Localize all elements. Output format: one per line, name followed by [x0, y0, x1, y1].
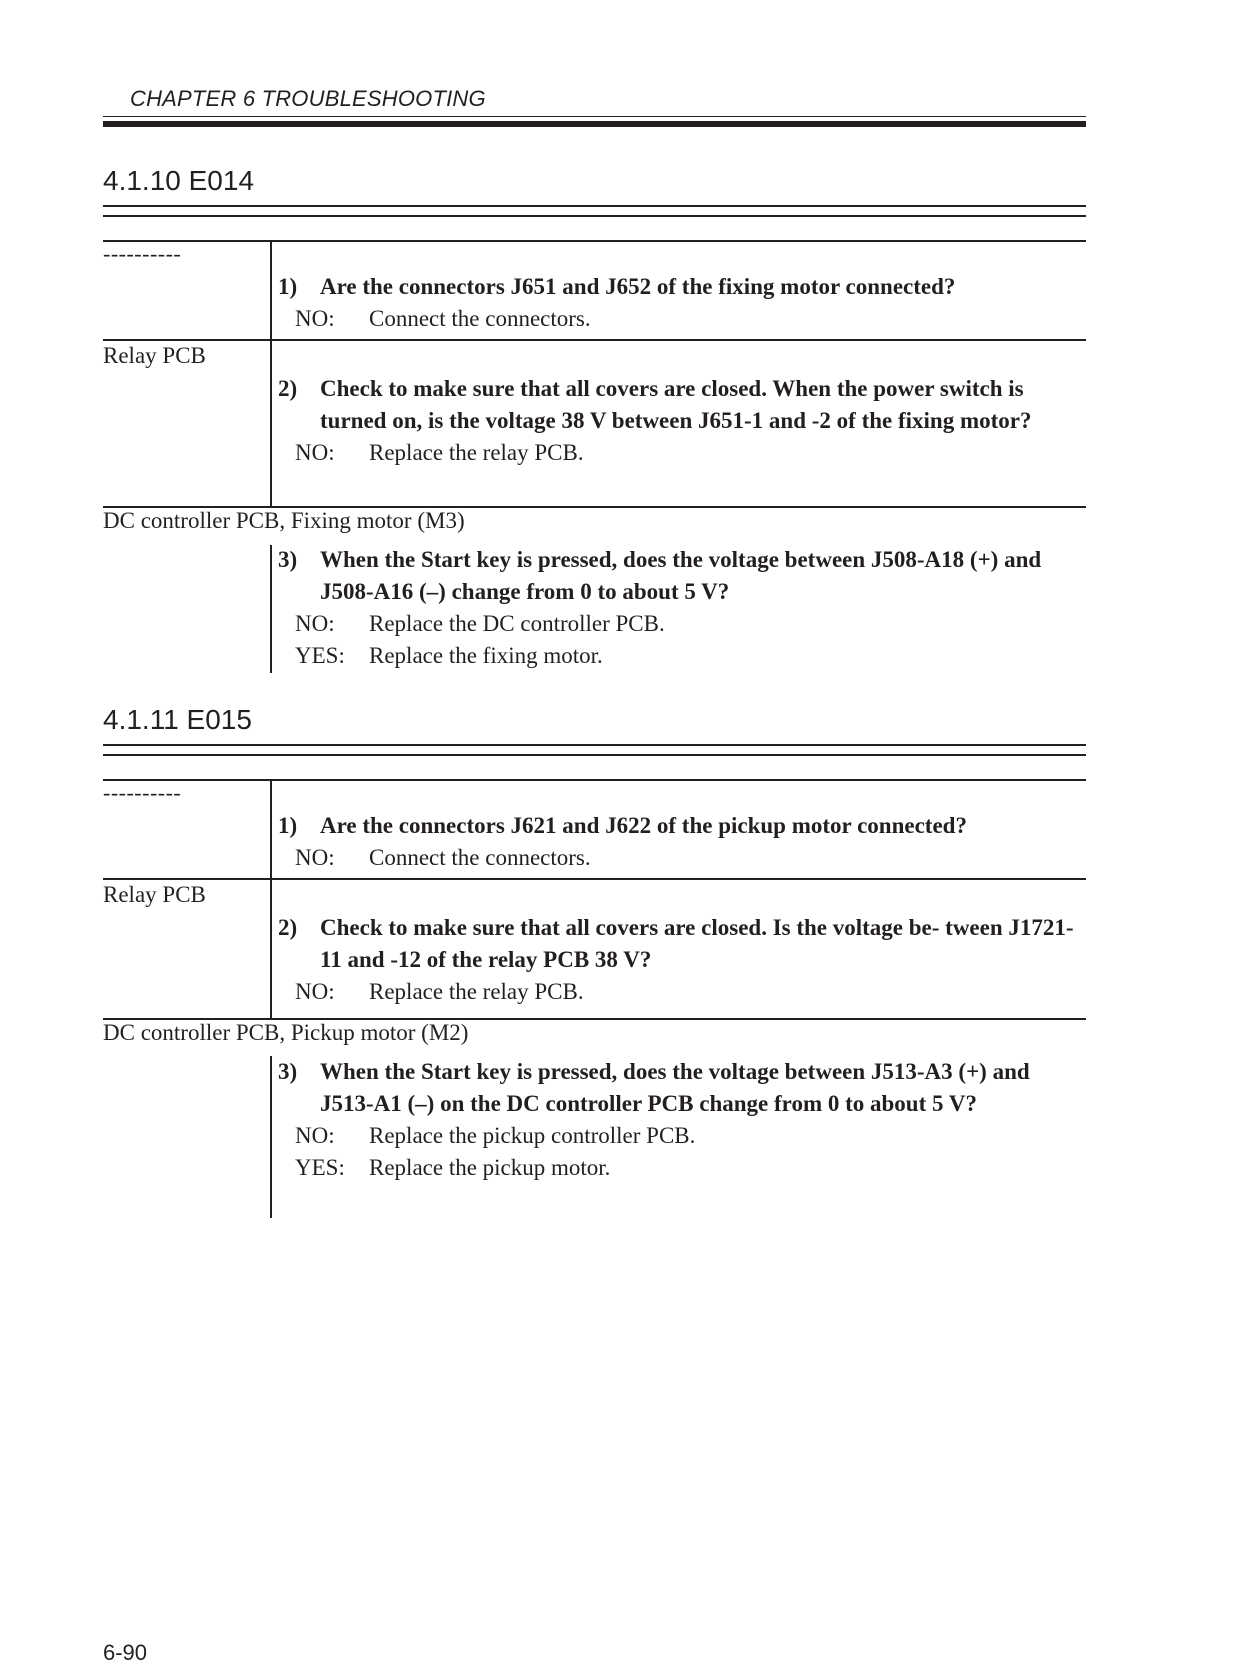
step-1 — [278, 271, 1083, 335]
answer-label: NO: — [295, 611, 335, 636]
table-rule-top — [103, 240, 1086, 242]
cause-label: Relay PCB — [103, 343, 206, 368]
step-question: Are the connectors J621 and J622 of the pickup motor connected? — [320, 813, 967, 838]
answer-label: NO: — [295, 1123, 335, 1148]
step-question: Check to make sure that all covers are closed. Is the voltage be- tween J1721-11 and -12 of the relay PCB 38 V? — [320, 915, 1074, 972]
answer-label: NO: — [295, 306, 335, 331]
answer-text: Replace the DC controller PCB. — [369, 611, 665, 636]
title-rule-top — [103, 205, 1086, 207]
title-rule-top — [103, 744, 1086, 746]
row-rule — [103, 339, 1086, 341]
step-2 — [278, 373, 1083, 469]
cause-label: DC controller PCB, Pickup motor (M2) — [103, 1020, 469, 1045]
cause-placeholder: ---------- — [103, 241, 182, 266]
table-divider — [270, 339, 272, 507]
title-rule-bottom — [103, 754, 1086, 756]
answer-label: NO: — [295, 979, 335, 1004]
step-number: 1) — [278, 813, 298, 838]
step-number: 3) — [278, 547, 298, 572]
step-question: When the Start key is pressed, does the voltage between J513-A3 (+) and J513-A1 (–) on the DC controller PCB change from 0 to about 5 V? — [320, 1059, 1030, 1116]
cause-label: DC controller PCB, Fixing motor (M3) — [103, 508, 465, 533]
section-e014 — [103, 165, 1086, 680]
answer-label: YES: — [295, 643, 345, 668]
answer-text: Replace the fixing motor. — [369, 643, 603, 668]
table-divider — [270, 878, 272, 1020]
cause-label: Relay PCB — [103, 882, 206, 907]
step-3 — [278, 544, 1083, 672]
step-number: 1) — [278, 274, 298, 299]
step-question: When the Start key is pressed, does the voltage between J508-A18 (+) and J508-A16 (–) change from 0 to about 5 V? — [320, 547, 1042, 604]
table-divider — [270, 240, 272, 340]
answer-label: NO: — [295, 440, 335, 465]
answer-text: Replace the pickup motor. — [369, 1155, 611, 1180]
table-divider — [270, 779, 272, 879]
answer-label: YES: — [295, 1155, 345, 1180]
step-3 — [278, 1056, 1083, 1184]
step-question: Check to make sure that all covers are closed. When the power switch is turned on, is the voltage 38 V between J651-1 and -2 of the fixing motor? — [320, 376, 1032, 433]
step-number: 2) — [278, 915, 298, 940]
answer-label: NO: — [295, 845, 335, 870]
cause-placeholder: ---------- — [103, 780, 182, 805]
table-divider — [270, 1056, 272, 1218]
header-rule-thin — [103, 116, 1086, 117]
step-number: 2) — [278, 376, 298, 401]
row-rule — [103, 878, 1086, 880]
answer-text: Replace the relay PCB. — [369, 979, 584, 1004]
section-e015 — [103, 704, 1086, 1224]
page-number: 6-90 — [103, 1640, 148, 1665]
answer-text: Replace the pickup controller PCB. — [369, 1123, 696, 1148]
table-rule-top — [103, 779, 1086, 781]
section-title: 4.1.10 E014 — [103, 165, 255, 196]
answer-text: Replace the relay PCB. — [369, 440, 584, 465]
table-divider — [270, 545, 272, 673]
step-question: Are the connectors J651 and J652 of the fixing motor connected? — [320, 274, 956, 299]
chapter-header: CHAPTER 6 TROUBLESHOOTING — [130, 86, 486, 111]
step-1 — [278, 810, 1083, 874]
step-2 — [278, 912, 1083, 1008]
section-title: 4.1.11 E015 — [103, 704, 252, 735]
step-number: 3) — [278, 1059, 298, 1084]
answer-text: Connect the connectors. — [369, 845, 591, 870]
title-rule-bottom — [103, 215, 1086, 217]
header-rule-thick — [103, 121, 1086, 127]
answer-text: Connect the connectors. — [369, 306, 591, 331]
